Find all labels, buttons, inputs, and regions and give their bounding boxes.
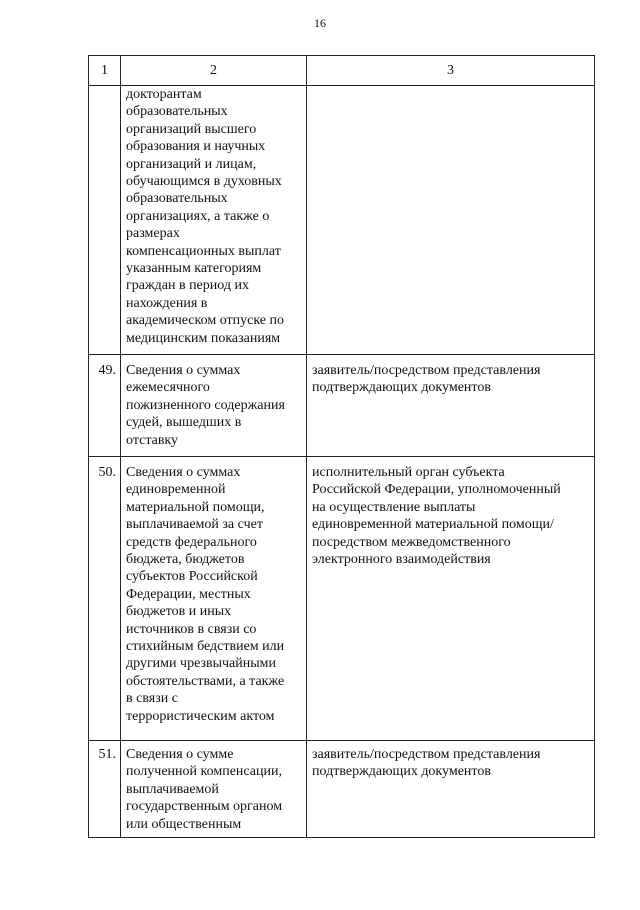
- row-source: [307, 741, 595, 838]
- row-description: [121, 86, 307, 355]
- row-description: [121, 457, 307, 741]
- table-row: [89, 86, 595, 355]
- row-source-text: исполнительный орган субъекта Российской Федерации, уполномоченный на осуществление выплаты единовременной материальной помощи/ посредством межведомственного электронного взаимодействия: [312, 465, 561, 568]
- row-number: [89, 86, 121, 355]
- row-description-text: Сведения о сумме полученной компенсации, выплачиваемой государственным органом или общественным: [126, 747, 283, 832]
- column-header-3: 3: [307, 56, 595, 86]
- row-number: 49.: [89, 355, 121, 457]
- column-header-2: 2: [121, 56, 307, 86]
- row-description-text: Сведения о суммах единовременной материальной помощи, выплачиваемой за счет средств федерального бюджета, бюджетов субъектов Российской Федерации, местных бюджетов и иных источников в связи со стихийным бедствием или другими чрезвычайными обстоятельствами, а также в связи с террористическим актом: [126, 465, 285, 724]
- row-source: [307, 457, 595, 741]
- row-number: 51.: [89, 741, 121, 838]
- row-source: [307, 86, 595, 355]
- table-row: [89, 355, 595, 457]
- row-source: [307, 355, 595, 457]
- row-description: [121, 355, 307, 457]
- row-description: [121, 741, 307, 838]
- column-header-1: 1: [89, 56, 121, 86]
- row-description-text: докторантам образовательных организаций высшего образования и научных организаций и лицам, обучающимся в духовных образовательных организациях, а также о размерах компенсационных выплат указанным категориям граждан в период их нахождения в академическом отпуске по медицинским показаниям: [126, 87, 285, 346]
- table-row: [89, 457, 595, 741]
- data-table: [88, 55, 595, 838]
- page-number: 16: [314, 16, 326, 30]
- table-row: [89, 741, 595, 838]
- row-source-text: заявитель/посредством представления подтверждающих документов: [312, 747, 541, 780]
- row-description-text: Сведения о суммах ежемесячного пожизненного содержания судей, вышедших в отставку: [126, 363, 285, 448]
- row-number: 50.: [89, 457, 121, 741]
- table-header-row: [89, 56, 595, 86]
- row-source-text: заявитель/посредством представления подтверждающих документов: [312, 363, 541, 396]
